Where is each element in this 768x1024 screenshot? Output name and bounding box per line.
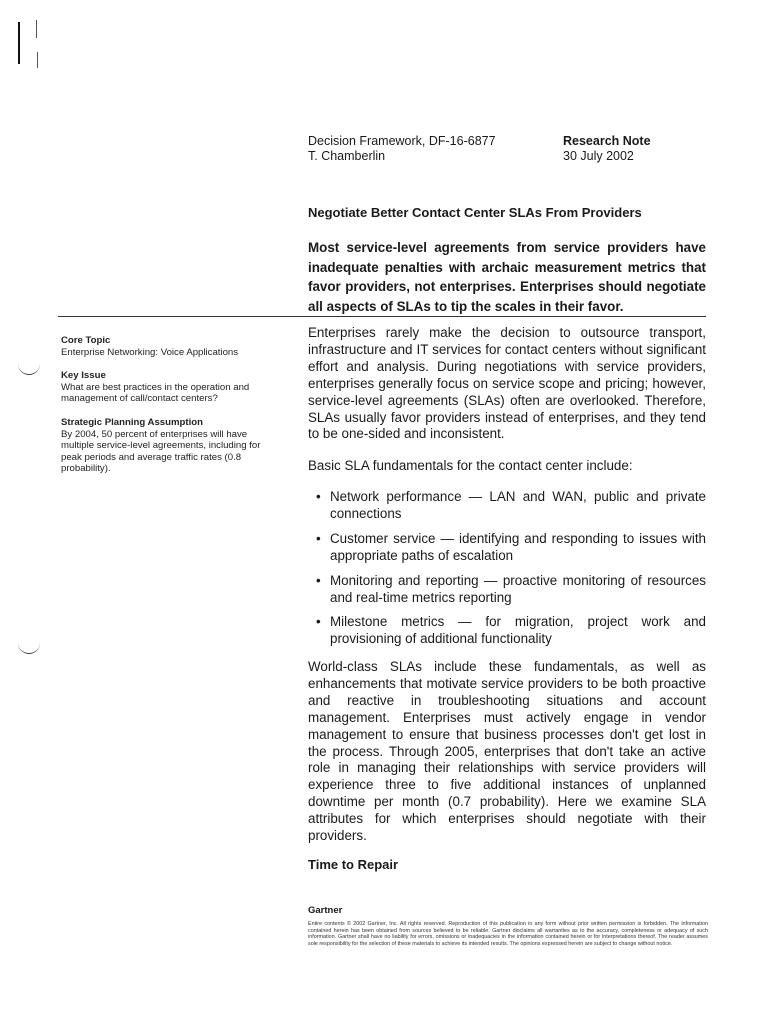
summary: Most service-level agreements from service providers have inadequate penalties with archaic measurement metrics that favor providers, not enterprises. Enterprises should negotiate all aspects of SLAs to tip the scales in their favor. xyxy=(308,240,706,314)
footer-brand: Gartner xyxy=(308,905,343,916)
divider xyxy=(58,316,706,317)
list-intro xyxy=(308,458,706,475)
sidebar-core-topic xyxy=(61,335,261,358)
key-issue-label: Key Issue xyxy=(61,370,106,381)
core-topic-label: Core Topic xyxy=(61,335,111,346)
header-left xyxy=(308,134,496,164)
sidebar-key-issue xyxy=(61,370,261,405)
header-right xyxy=(563,134,651,164)
list-intro-text: Basic SLA fundamentals for the contact center include: xyxy=(308,458,633,473)
list-item xyxy=(316,614,706,648)
punch-hole-bottom xyxy=(18,643,40,654)
scan-mark-bottom xyxy=(37,52,38,68)
bullet-list xyxy=(316,489,706,648)
core-topic-value: Enterprise Networking: Voice Applications xyxy=(61,346,239,358)
list-item xyxy=(316,531,706,565)
spa-value: By 2004, 50 percent of enterprises will have multiple service-level agreements, including for peak periods and average traffic rates (0.8 probability). xyxy=(61,428,261,474)
intro-text: Enterprises rarely make the decision to outsource transport, infrastructure and IT services for contact centers without significant effort and analysis. During negotiations with service providers, enterprises generally focus on service scope and pricing; however, service-level agreements (SLAs) often are overlooked. Therefore, SLAs usually favor providers instead of enterprises, and they tend to be one-sided and inconsistent. xyxy=(308,325,706,442)
list-item xyxy=(316,573,706,607)
bullet-icon: • xyxy=(316,489,321,504)
bullet-text: Network performance — LAN and WAN, public and private connections xyxy=(330,489,706,521)
intro-paragraph xyxy=(308,325,706,443)
closing-text: World-class SLAs include these fundamentals, as well as enhancements that motivate service providers to be both proactive and reactive in troubleshooting situations and account management. Enterprises must actively engage in vendor management to ensure that business processes don't get lost in the process. Through 2005, enterprises that don't take an active role in managing their relationships with service providers will experience three to five additional instances of unplanned downtime per month (0.7 probability). Here we examine SLA attributes for which enterprises should negotiate with their providers. xyxy=(308,659,706,844)
bullet-icon: • xyxy=(316,614,321,630)
author: T. Chamberlin xyxy=(308,149,386,163)
doc-id: Decision Framework, DF-16-6877 xyxy=(308,134,496,148)
scan-mark-top xyxy=(36,20,37,38)
bullet-text: Milestone metrics — for migration, project work and provisioning of additional functionality xyxy=(330,614,706,647)
section-heading: Time to Repair xyxy=(308,857,399,872)
sidebar-planning-assumption xyxy=(61,417,261,475)
bullet-icon: • xyxy=(316,530,321,546)
scan-edge-mark xyxy=(18,22,20,64)
page-title: Negotiate Better Contact Center SLAs From Providers xyxy=(308,205,642,220)
spa-label: Strategic Planning Assumption xyxy=(61,417,203,428)
bullet-icon: • xyxy=(316,572,321,588)
footer-legal: Entire contents © 2002 Gartner, Inc. All rights reserved. Reproduction of this publication in any form without prior written permission is forbidden. The information contained herein has been obtained from sources believed to be reliable. Gartner disclaims all warranties as to the accuracy, completeness or adequacy of such information. Gartner shall have no liability for errors, omissions or inadequacies in the information contained herein or for interpretations thereof. The reader assumes sole responsibility for the selection of these materials to achieve its intended results. The opinions expressed herein are subject to change without notice. xyxy=(308,921,708,947)
key-issue-value: What are best practices in the operation and management of call/contact centers? xyxy=(61,381,250,404)
punch-hole-top xyxy=(18,364,40,375)
closing-paragraph xyxy=(308,659,706,845)
publish-date: 30 July 2002 xyxy=(563,149,634,163)
bullet-text: Monitoring and reporting — proactive monitoring of resources and real-time metrics reporting xyxy=(330,572,706,605)
list-item xyxy=(316,489,706,523)
note-type: Research Note xyxy=(563,134,651,148)
bullet-text: Customer service — identifying and responding to issues with appropriate paths of escalation xyxy=(330,530,706,563)
